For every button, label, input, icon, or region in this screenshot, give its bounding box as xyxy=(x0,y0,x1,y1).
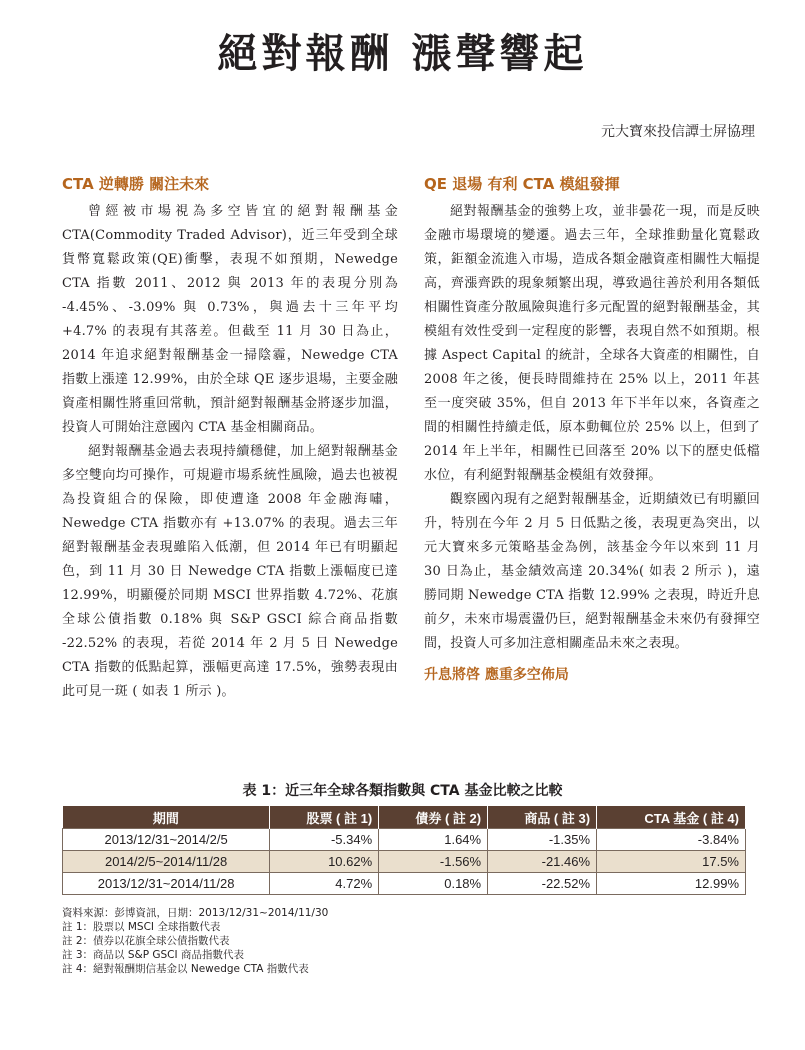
article-author: 元大寶來投信譚士屏協理 xyxy=(601,124,755,140)
article-title: 絕對報酬 漲聲響起 xyxy=(217,31,588,77)
cell-bonds: -1.56% xyxy=(379,851,488,873)
cell-period: 2013/12/31~2014/11/28 xyxy=(63,873,270,895)
cell-cta: 17.5% xyxy=(597,851,746,873)
cell-period: 2013/12/31~2014/2/5 xyxy=(63,829,270,851)
cell-commodities: -1.35% xyxy=(488,829,597,851)
right-paragraph-2: 觀察國內現有之絕對報酬基金，近期績效已有明顯回升，特別在今年 2 月 5 日低點之後，表現更為突出，以元大寶來多元策略基金為例，該基金今年以來到 11 月 30 日為止，基金績效高達 20.34%( 如表 2 所示 )，遠勝同期 Newedge CTA 指數 12.99% 之表現，時近升息前夕，未來市場震盪仍巨，絕對報酬基金未來仍有發揮空間，投資人可多加注意相關產品未來之表現。 xyxy=(424,492,760,651)
table-row xyxy=(63,873,746,895)
cell-cta: -3.84% xyxy=(597,829,746,851)
table-row xyxy=(63,851,746,873)
cell-commodities: -21.46% xyxy=(488,851,597,873)
left-heading: CTA 逆轉勝 關注未來 xyxy=(62,175,210,193)
cell-commodities: -22.52% xyxy=(488,873,597,895)
note-source: 資料來源：彭博資訊，日期：2013/12/31~2014/11/30 xyxy=(62,907,329,919)
header-bonds: 債券 ( 註 2) xyxy=(379,806,488,829)
cell-stocks: 4.72% xyxy=(270,873,379,895)
cell-bonds: 0.18% xyxy=(379,873,488,895)
comparison-table xyxy=(62,806,746,895)
table-notes xyxy=(62,906,328,976)
right-paragraph-1: 絕對報酬基金的強勢上攻，並非曇花一現，而是反映金融市場環境的變遷。過去三年，全球推動量化寬鬆政策，鉅額金流進入市場，造成各類金融資產相關性大幅提高，齊漲齊跌的現象頻繁出現，導致過往善於利用各類低相關性資產分散風險與進行多元配置的絕對報酬基金，其模組有效性受到一定程度的影響，表現自然不如預期。根據 Aspect Capital 的統計，全球各大資產的相關性，自 2008 年之後，便長時間維持在 25% 以上，2011 年甚至一度突破 35%，但自 2013 年下半年以來，各資產之間的相關性持續走低，原本動輒位於 25% 以上，但到了 2014 年上半年，相關性已回落至 20% 以下的歷史低檔水位，有利絕對報酬基金模組有效發揮。 xyxy=(424,204,760,483)
table-row xyxy=(63,829,746,851)
table-caption: 表 1：近三年全球各類指數與 CTA 基金比較之比較 xyxy=(242,783,563,799)
header-cta: CTA 基金 ( 註 4) xyxy=(597,806,746,829)
note-1: 註 1：股票以 MSCI 全球指數代表 xyxy=(62,921,221,933)
cell-stocks: -5.34% xyxy=(270,829,379,851)
cell-bonds: 1.64% xyxy=(379,829,488,851)
cell-period: 2014/2/5~2014/11/28 xyxy=(63,851,270,873)
note-2: 註 2：債券以花旗全球公債指數代表 xyxy=(62,935,230,947)
right-subheading: 升息將啓 應重多空佈局 xyxy=(424,667,569,683)
right-column xyxy=(424,174,760,684)
right-heading: QE 退場 有利 CTA 模組發揮 xyxy=(424,175,620,193)
header-period: 期間 xyxy=(63,806,270,829)
left-column xyxy=(62,174,398,704)
header-stocks: 股票 ( 註 1) xyxy=(270,806,379,829)
note-4: 註 4：絕對報酬期信基金以 Newedge CTA 指數代表 xyxy=(62,963,309,975)
cell-stocks: 10.62% xyxy=(270,851,379,873)
note-3: 註 3：商品以 S&P GSCI 商品指數代表 xyxy=(62,949,244,961)
table-header-row xyxy=(63,806,746,829)
left-paragraph-2: 絕對報酬基金過去表現持續穩健，加上絕對報酬基金多空雙向均可操作，可規避市場系統性風險，過去也被視為投資組合的保險，即使遭逢 2008 年金融海嘯，Newedge CTA 指數亦有 +13.07% 的表現。過去三年絕對報酬基金表現雖陷入低潮，但 2014 年已有明顯起色，到 11 月 30 日 Newedge CTA 指數上漲幅度已達 12.99%，明顯優於同期 MSCI 世界指數 4.72%、花旗全球公債指數 0.18% 與 S&P GSCI 綜合商品指數 -22.52% 的表現，若從 2014 年 2 月 5 日 Newedge CTA 指數的低點起算，漲幅更高達 17.5%，強勢表現由此可見一斑 ( 如表 1 所示 )。 xyxy=(62,444,398,699)
cell-cta: 12.99% xyxy=(597,873,746,895)
left-paragraph-1: 曾經被市場視為多空皆宜的絕對報酬基金CTA(Commodity Traded Advisor)，近三年受到全球貨幣寬鬆政策(QE)衝擊，表現不如預期，Newedge CTA 指數 2011、2012 與 2013 年的表現分別為 -4.45%、-3.09% 與 0.73%，與過去十三年平均 +4.7% 的表現有其落差。但截至 11 月 30 日為止，2014 年追求絕對報酬基金一掃陰霾，Newedge CTA 指數上漲達 12.99%，由於全球 QE 逐步退場，主要金融資產相關性將重回常軌，預計絕對報酬基金將逐步加溫，投資人可開始注意國內 CTA 基金相關商品。 xyxy=(62,204,398,435)
header-commodities: 商品 ( 註 3) xyxy=(488,806,597,829)
